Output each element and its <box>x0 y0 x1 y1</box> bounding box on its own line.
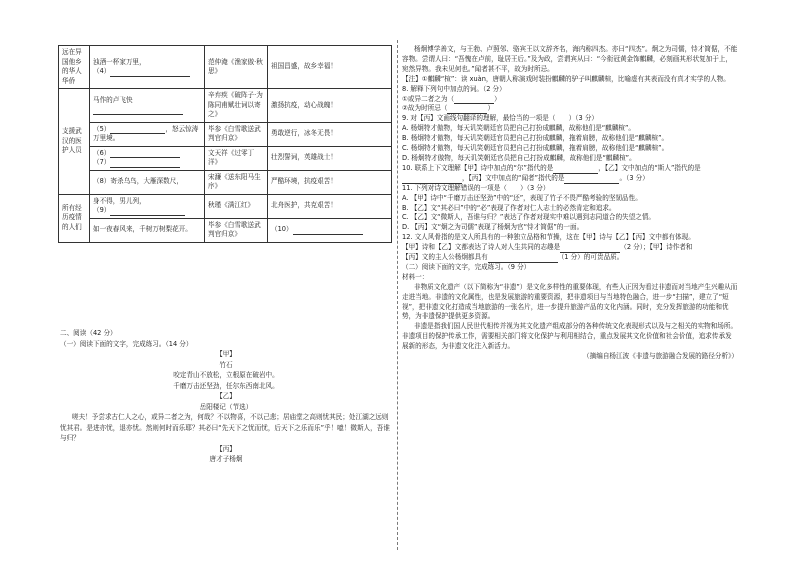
right-column <box>402 45 738 362</box>
question-8b: ②故为时所忌（ ） <box>402 104 495 113</box>
theme-cell: 北舟医护，共克艰苦！ <box>268 194 392 218</box>
answer-blank[interactable] <box>553 166 598 174</box>
source-cell: 范仲淹《渔家傲·秋思》 <box>205 46 268 89</box>
poetry-table <box>58 45 392 243</box>
table-row <box>59 89 392 123</box>
question-12-line: 【丙】文的主人公杨炯都具有 （1 分）的可贵品质。 <box>402 253 624 262</box>
subsection-title: （二）阅读下面的文字，完成练习。（9 分） <box>402 262 531 271</box>
poem-cell: 浊酒一杯家万里， （4） <box>90 46 205 89</box>
poem-cell: 身不得，男儿列， （9） <box>90 194 205 218</box>
poem-cell: （6） （7） <box>90 146 205 170</box>
label-jia: 【甲】 <box>216 350 236 358</box>
answer-blank[interactable] <box>110 69 190 77</box>
theme-cell: 严酷环境，抗疫艰苦！ <box>268 170 392 194</box>
option-d: D. 【丙】文“炯之为司儒”表现了杨炯为官“恃才简倨”的一面。 <box>402 223 584 232</box>
table-row <box>59 122 392 146</box>
option-b: B. 【乙】文“其必曰”中的“必”表现了作者对仁人志士的必然肯定和追求。 <box>402 203 616 212</box>
poem-cell: 马作的卢飞快 <box>90 89 205 123</box>
question-12-line: 【甲】诗和【乙】文都表达了诗人对人生共同的志趣是 （2 分）；【甲】诗作者和 <box>402 243 693 252</box>
table-row <box>59 146 392 170</box>
question-10: 10. 联系上下文理解【甲】诗中加点的“尔”指代的是 ，【乙】文中加点的“斯人”指代的是，【丙】文中加点的“闻者”指代的是 。（3 分） <box>402 163 701 182</box>
option-b: B. 杨炯特才傲物，每天讥笑朝廷官员把自己打扮成麒麟，拖着肩膀，故称他们是“麒麟楦”。 <box>402 134 669 143</box>
poem-line: 千磨万击还坚劲，任尔东西南北风。 <box>173 381 279 390</box>
source-cell: 辛弃疾《破阵子·为陈同甫赋壮词以寄之》 <box>205 89 268 123</box>
option-c: C. 杨炯特才傲物，每天讥笑朝廷官员把自己打扮成麒麟，拖着肩膀，故称他们是“麒麟楦”。 <box>402 144 669 153</box>
theme-cell: 激扬抗疫，动心战魄！ <box>268 89 392 123</box>
category-cell: 支援武汉的医护人员 <box>59 89 90 195</box>
question-9: 9. 对【丙】文画线句翻译的理解，最恰当的一项是（ ）（3 分） <box>402 114 599 123</box>
poem-title: 竹石 <box>219 360 233 369</box>
question-8a: ①或异二者之为（ ） <box>402 94 501 103</box>
answer-blank[interactable] <box>93 107 183 115</box>
source-citation: （摘编自杨江波《非遗与旅游融合发展的路径分析》） <box>583 352 738 361</box>
theme-cell: 祖国昌盛，故乡幸福！ <box>268 46 392 89</box>
table-row <box>59 194 392 218</box>
answer-blank[interactable] <box>560 245 620 253</box>
option-a: A. 【甲】诗中“千磨万击还坚劲”中的“还”，表现了竹子不畏严酷考验的坚韧品性。 <box>402 193 642 202</box>
material-paragraph: 非物质文化遗产（以下简称为“非遗”）是文化多样性的重要体现，有些人正因为看过非遗而对当地产生兴趣从而走进当地。非遗的文化属性，也是发展旅游的重要资源，把非遗项目与当地特色融合，进一步“扫描”，建立了“短视”，把非遗文化打造成当地旅游的一张名片，进一步提升旅游产品的文化内涵。同时，充分发挥旅游的功能和优势，为非遗保护提供更多资源。 <box>402 282 738 321</box>
poem-cell: （8）寄杀乌鸟，大雁深数尺， <box>90 170 205 194</box>
label-yi: 【乙】 <box>216 392 236 400</box>
option-a: A. 杨炯特才傲物，每天讥笑朝廷官员把自己打扮成麒麟，故称他们是“麒麟楦”。 <box>402 124 636 133</box>
table-row <box>59 218 392 242</box>
bing-title: 唐才子杨炯 <box>209 455 243 463</box>
material-label: 材料一： <box>402 272 429 281</box>
category-cell: 所有经历疫情的人们 <box>59 194 90 242</box>
answer-blank[interactable] <box>110 160 180 168</box>
answer-blank[interactable] <box>402 176 462 184</box>
theme-cell: 勇敢逆行，冰冬无畏！ <box>268 122 392 146</box>
source-cell: 秋瑾《满江红》 <box>205 194 268 218</box>
question-11: 11. 下列对诗文理解错误的一项是（ ）（3 分） <box>402 183 550 192</box>
reading-section <box>60 328 392 465</box>
theme-cell: 壮烈誓词，英雄战士！ <box>268 146 392 170</box>
source-cell: 毕参《白雪歌送武判官归京》 <box>205 218 268 242</box>
poem-cell: 如一夜春风来，千树万树梨花开。 <box>90 218 205 242</box>
table-row <box>59 46 392 89</box>
option-d: D. 杨炯特才傲物，每天讥笑朝廷官员把自己打扮成麒麟，故称他们是“麒麟楦”。 <box>402 153 636 162</box>
section-title: 二、阅读（42 分） <box>60 329 117 337</box>
answer-blank[interactable] <box>564 176 619 184</box>
answer-blank[interactable] <box>293 227 363 235</box>
subsection-title: （一）阅读下面的文字，完成练习。（14 分） <box>60 339 193 348</box>
category-cell: 远在异国他乡的华人华侨 <box>59 46 90 89</box>
poem-line: 咬定青山不放松，立根原在破岩中。 <box>173 371 279 379</box>
material-paragraph: 非遗是指我们国人民世代相传并视为其文化遗产组成部分的各种传统文化表现形式以及与之相关的实物和场所。非遗项目的保护传承工作，需要相关部门将文化保护与利用相结合，重点发展其文化价值和社会价值，追求传承发展新的形态，为非遗文化注入新活力。 <box>402 322 738 351</box>
column-divider <box>397 40 398 550</box>
question-12: 12. 文人风骨指的是文人所具有的一种独立品格和节操，这在【甲】诗与【乙】【丙】文中都有体现。 <box>402 233 695 242</box>
source-cell: 文天祥《过零丁洋》 <box>205 146 268 170</box>
prose-body: 嗟夫！予尝求古仁人之心，或异二者之为，何哉？不以物喜，不以己悲；居庙堂之高则忧其民；处江湖之远则忧其君。是进亦忧，退亦忧。然则何时而乐耶？其必曰“先天下之忧而忧，后天下之乐而乐”乎！噫！微斯人，吾谁与归？ <box>60 413 390 442</box>
annotation-note: 【注】①麒麟“楦”：读 xuàn，唐朝人称演戏时装扮麒麟的驴子叫麒麟楦，比喻虚有其表而没有真才实学的人物。 <box>402 74 730 83</box>
prose-title: 岳阳楼记（节选） <box>199 402 253 411</box>
bing-passage: 杨炯博学善文，与王勃、卢照邻、骆宾王以文辞齐名，海内称四杰。亦曰“四杰”。炯之为司儒，恃才简倨，不能容物。尝谓人曰：“吾愧在卢前，耻居王后。”及为政，尝谓宾从曰：“今衔冠黄金饰麒麟，必刻画其形状复加于上，宛然异物。我未见何也。”闻者甚不平，故为时所忌。 <box>402 45 738 73</box>
answer-blank[interactable] <box>488 255 558 263</box>
option-c: C. 【乙】文“微斯人，吾谁与归？”表达了作者对现实中难以遇到志同道合的失望之情。 <box>402 213 656 222</box>
answer-blank[interactable] <box>110 126 165 134</box>
answer-blank[interactable] <box>110 150 180 158</box>
source-cell: 毕参《白雪歌送武判官归京》 <box>205 122 268 146</box>
theme-cell: （10） <box>268 218 392 242</box>
label-bing: 【丙】 <box>216 444 236 453</box>
question-8: 8. 解释下列句中加点的词。（2 分） <box>402 84 506 93</box>
answer-blank[interactable] <box>110 208 185 216</box>
table-row <box>59 170 392 194</box>
poem-cell: （5） ，怒云惊涛万里境。 <box>90 122 205 146</box>
source-cell: 宋濂《送东阳马生序》 <box>205 170 268 194</box>
